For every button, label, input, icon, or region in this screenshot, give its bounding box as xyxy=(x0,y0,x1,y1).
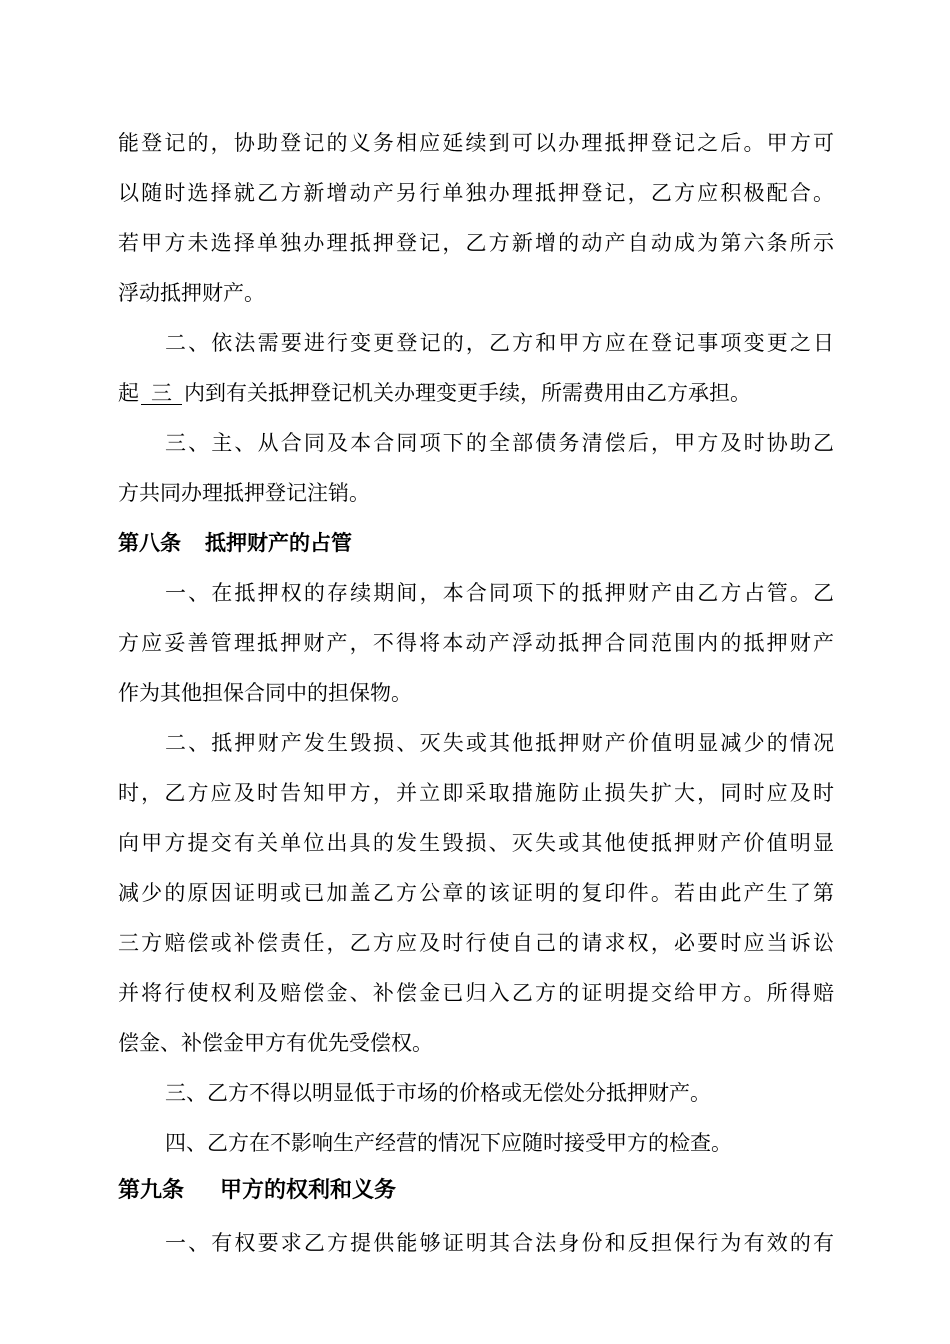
article-9-heading xyxy=(118,1178,396,1204)
paragraph-line: 以随时选择就乙方新增动产另行单独办理抵押登记，乙方应积极配合。 xyxy=(118,181,834,205)
paragraph-line: 向甲方提交有关单位出具的发生毁损、灭失或其他使抵押财产价值明显 xyxy=(118,831,834,855)
paragraph-line: 四、乙方在不影响生产经营的情况下应随时接受甲方的检查。 xyxy=(165,1131,732,1155)
paragraph-line: 若甲方未选择单独办理抵押登记，乙方新增的动产自动成为第六条所示 xyxy=(118,231,834,255)
paragraph-line: 方共同办理抵押登记注销。 xyxy=(118,481,370,505)
article-8-number: 第八条 xyxy=(118,531,181,555)
paragraph-line: 二、依法需要进行变更登记的，乙方和甲方应在登记事项变更之日 xyxy=(165,331,834,355)
paragraph-line: 并将行使权利及赔偿金、补偿金已归入乙方的证明提交给甲方。所得赔 xyxy=(118,981,834,1005)
article-8-title: 抵押财产的占管 xyxy=(205,531,352,555)
paragraph-line: 减少的原因证明或已加盖乙方公章的该证明的复印件。若由此产生了第 xyxy=(118,881,834,905)
paragraph-line: 能登记的，协助登记的义务相应延续到可以办理抵押登记之后。甲方可 xyxy=(118,131,834,155)
paragraph-line: 一、在抵押权的存续期间，本合同项下的抵押财产由乙方占管。乙 xyxy=(165,581,834,605)
paragraph-line: 时，乙方应及时告知甲方，并立即采取措施防止损失扩大，同时应及时 xyxy=(118,781,834,805)
article-9-number: 第九条 xyxy=(118,1178,185,1203)
article-8-heading xyxy=(118,530,352,556)
paragraph-line: 一、有权要求乙方提供能够证明其合法身份和反担保行为有效的有 xyxy=(165,1231,834,1255)
paragraph-line: 方应妥善管理抵押财产，不得将本动产浮动抵押合同范围内的抵押财产 xyxy=(118,631,834,655)
paragraph-line: 浮动抵押财产。 xyxy=(118,281,265,305)
paragraph-line: 作为其他担保合同中的担保物。 xyxy=(118,681,412,705)
paragraph-line: 三、主、从合同及本合同项下的全部债务清偿后，甲方及时协助乙 xyxy=(165,431,834,455)
article-9-title: 甲方的权利和义务 xyxy=(220,1178,397,1203)
paragraph-line-with-blank xyxy=(118,380,834,406)
paragraph-line: 三方赔偿或补偿责任，乙方应及时行使自己的请求权，必要时应当诉讼 xyxy=(118,931,834,955)
line-prefix: 起 xyxy=(118,381,139,405)
filled-blank: 三 xyxy=(141,382,182,405)
line-rest: 内到有关抵押登记机关办理变更手续，所需费用由乙方承担。 xyxy=(184,381,751,405)
paragraph-line: 三、乙方不得以明显低于市场的价格或无偿处分抵押财产。 xyxy=(165,1081,711,1105)
paragraph-line: 二、抵押财产发生毁损、灭失或其他抵押财产价值明显减少的情况 xyxy=(165,731,834,755)
paragraph-line: 偿金、补偿金甲方有优先受偿权。 xyxy=(118,1031,433,1055)
